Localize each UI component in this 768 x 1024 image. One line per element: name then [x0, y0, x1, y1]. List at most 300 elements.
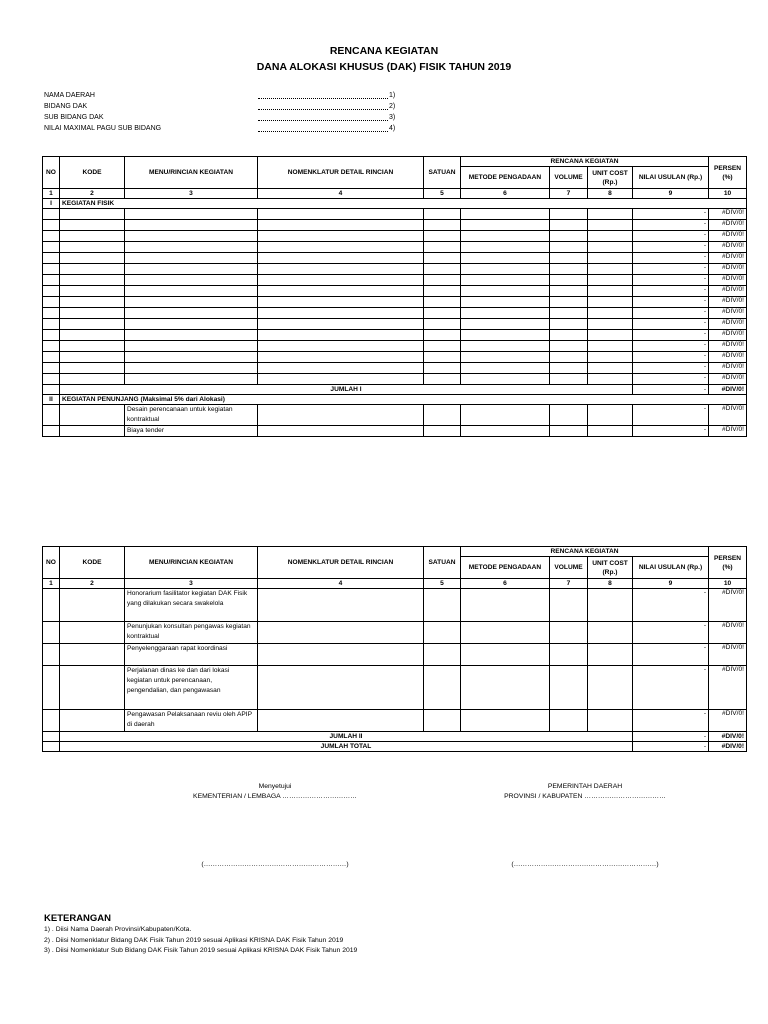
signature-left-title: Menyetujui	[258, 783, 292, 790]
header-satuan: SATUAN	[424, 547, 461, 579]
rincian-kegiatan: Penyelenggaraan rapat koordinasi	[125, 644, 258, 666]
rincian-kegiatan: Pengawasan Pelaksanaan reviu oleh APIP di daerah	[125, 710, 258, 732]
table-cell	[258, 275, 424, 286]
table-row	[43, 330, 747, 341]
table-cell	[461, 666, 550, 710]
section-no: I	[43, 199, 60, 209]
section-kegiatan-penunjang	[43, 395, 747, 405]
nilai-usulan: -	[633, 308, 709, 319]
table-cell	[258, 426, 424, 437]
header-field-nilai-pagu	[44, 123, 395, 134]
table-cell	[424, 710, 461, 732]
header-nomenklatur: NOMENKLATUR DETAIL RINCIAN	[258, 547, 424, 579]
keterangan-notes	[44, 912, 357, 957]
jumlah-ii-row	[43, 732, 747, 742]
table-cell	[43, 264, 60, 275]
table-cell	[550, 405, 588, 426]
table-cell	[60, 264, 125, 275]
table-cell	[550, 666, 588, 710]
fill-line	[258, 90, 388, 99]
nilai-usulan: -	[633, 352, 709, 363]
persen-value: #DIV/0!	[709, 209, 747, 220]
table-row	[43, 297, 747, 308]
header-rencana-kegiatan: RENCANA KEGIATAN	[461, 547, 709, 557]
table-cell	[258, 644, 424, 666]
jumlah-ii-row-label: JUMLAH II	[60, 732, 633, 742]
table-row	[43, 352, 747, 363]
table-cell	[43, 622, 60, 644]
signature-left-name: (………………………………………………………)	[201, 861, 349, 868]
table-cell	[258, 319, 424, 330]
fill-line	[258, 112, 388, 121]
column-number: 2	[60, 579, 125, 589]
nilai-usulan: -	[633, 275, 709, 286]
signature-right	[475, 782, 695, 870]
persen-value: #DIV/0!	[709, 319, 747, 330]
table-cell	[60, 253, 125, 264]
table-cell	[424, 286, 461, 297]
rincian-kegiatan: Perjalanan dinas ke dan dari lokasi kegiatan untuk perencanaan, pengendalian, dan pengawasan	[125, 666, 258, 710]
table-cell	[550, 308, 588, 319]
header-kode: KODE	[60, 547, 125, 579]
header-persen: PERSEN (%)	[709, 547, 747, 579]
signature-right-title: PEMERINTAH DAERAH	[547, 783, 623, 790]
table-cell	[588, 231, 633, 242]
table-cell	[125, 253, 258, 264]
table-cell	[60, 275, 125, 286]
table-cell	[125, 242, 258, 253]
table-cell	[258, 363, 424, 374]
note-item: 2) . Diisi Nomenklatur Bidang DAK Fisik Tahun 2019 sesuai Aplikasi KRISNA DAK Fisik Tahun 2019	[44, 936, 344, 944]
table-cell	[424, 330, 461, 341]
header-metode: METODE PENGADAAN	[461, 557, 550, 579]
table-row	[43, 589, 747, 622]
table-cell	[60, 286, 125, 297]
table-cell	[461, 231, 550, 242]
nilai-usulan: -	[633, 732, 709, 742]
nilai-usulan: -	[633, 710, 709, 732]
table-row	[43, 264, 747, 275]
column-number: 9	[633, 189, 709, 199]
table-cell	[461, 426, 550, 437]
table-cell	[60, 319, 125, 330]
table-row	[43, 426, 747, 437]
table-cell	[60, 710, 125, 732]
table-cell	[258, 231, 424, 242]
persen-value: #DIV/0!	[709, 385, 747, 395]
nilai-usulan: -	[633, 341, 709, 352]
table-cell	[258, 374, 424, 385]
header-nilai-usulan: NILAI USULAN (Rp.)	[633, 557, 709, 579]
table-cell	[424, 242, 461, 253]
table-cell	[550, 363, 588, 374]
persen-value: #DIV/0!	[709, 308, 747, 319]
table-cell	[60, 622, 125, 644]
table-row	[43, 374, 747, 385]
table-cell	[588, 622, 633, 644]
table-cell	[43, 589, 60, 622]
table-cell	[461, 319, 550, 330]
header-nomenklatur: NOMENKLATUR DETAIL RINCIAN	[258, 157, 424, 189]
header-volume: VOLUME	[550, 167, 588, 189]
field-label: NAMA DAERAH	[44, 92, 95, 99]
table-cell	[43, 220, 60, 231]
fill-line	[258, 123, 388, 132]
persen-value: #DIV/0!	[709, 330, 747, 341]
table-cell	[125, 286, 258, 297]
column-number: 5	[424, 579, 461, 589]
table-cell	[60, 220, 125, 231]
table-cell	[550, 253, 588, 264]
table-cell	[550, 710, 588, 732]
nilai-usulan: -	[633, 297, 709, 308]
jumlah-total-row-label: JUMLAH TOTAL	[60, 742, 633, 752]
persen-value: #DIV/0!	[709, 426, 747, 437]
persen-value: #DIV/0!	[709, 253, 747, 264]
persen-value: #DIV/0!	[709, 732, 747, 742]
table-cell	[588, 209, 633, 220]
column-number: 10	[709, 189, 747, 199]
table-cell	[424, 426, 461, 437]
persen-value: #DIV/0!	[709, 275, 747, 286]
table-cell	[60, 209, 125, 220]
table-cell	[43, 742, 60, 752]
field-num: 1)	[389, 92, 396, 99]
field-num: 3)	[389, 114, 396, 121]
persen-value: #DIV/0!	[709, 297, 747, 308]
table-cell	[60, 405, 125, 426]
table-cell	[125, 330, 258, 341]
table-cell	[424, 231, 461, 242]
table-cell	[588, 308, 633, 319]
persen-value: #DIV/0!	[709, 374, 747, 385]
nilai-usulan: -	[633, 374, 709, 385]
header-persen: PERSEN (%)	[709, 157, 747, 189]
column-number-row	[43, 189, 747, 199]
table-row	[43, 275, 747, 286]
nilai-usulan: -	[633, 622, 709, 644]
table-cell	[588, 264, 633, 275]
table-cell	[550, 209, 588, 220]
table-cell	[258, 253, 424, 264]
persen-value: #DIV/0!	[709, 264, 747, 275]
table-row	[43, 209, 747, 220]
rincian-kegiatan: Honorarium fasilitator kegiatan DAK Fisik yang dilakukan secara swakelola	[125, 589, 258, 622]
column-number: 7	[550, 189, 588, 199]
section-label: KEGIATAN FISIK	[60, 199, 747, 209]
persen-value: #DIV/0!	[709, 666, 747, 710]
table-cell	[588, 374, 633, 385]
column-number: 6	[461, 579, 550, 589]
persen-value: #DIV/0!	[709, 286, 747, 297]
table-cell	[43, 732, 60, 742]
header-field-bidang-dak	[44, 101, 395, 112]
nilai-usulan: -	[633, 363, 709, 374]
table-cell	[550, 264, 588, 275]
table-row	[43, 220, 747, 231]
header-fields	[44, 90, 395, 134]
field-label: NILAI MAXIMAL PAGU SUB BIDANG	[44, 125, 162, 132]
table-row	[43, 405, 747, 426]
nilai-usulan: -	[633, 220, 709, 231]
rincian-kegiatan: Biaya tender	[125, 426, 258, 437]
table-cell	[125, 341, 258, 352]
persen-value: #DIV/0!	[709, 742, 747, 752]
table-cell	[424, 589, 461, 622]
table-cell	[60, 231, 125, 242]
table-cell	[43, 275, 60, 286]
nilai-usulan: -	[633, 742, 709, 752]
nilai-usulan: -	[633, 666, 709, 710]
table-cell	[588, 710, 633, 732]
column-number: 9	[633, 579, 709, 589]
table-cell	[588, 352, 633, 363]
table-row	[43, 622, 747, 644]
table-cell	[461, 710, 550, 732]
note-item: 1) . Diisi Nama Daerah Provinsi/Kabupaten/Kota.	[44, 926, 192, 933]
table-cell	[550, 352, 588, 363]
header-rencana-kegiatan: RENCANA KEGIATAN	[461, 157, 709, 167]
nilai-usulan: -	[633, 209, 709, 220]
table-cell	[43, 253, 60, 264]
table-cell	[60, 374, 125, 385]
table-cell	[258, 242, 424, 253]
table-cell	[461, 209, 550, 220]
table-cell	[60, 644, 125, 666]
column-number: 3	[125, 189, 258, 199]
table-cell	[60, 589, 125, 622]
header-volume: VOLUME	[550, 557, 588, 579]
table-cell	[424, 352, 461, 363]
rencana-kegiatan-table-1	[42, 156, 747, 437]
document-subtitle: DANA ALOKASI KHUSUS (DAK) FISIK TAHUN 2019	[256, 61, 512, 73]
nilai-usulan: -	[633, 589, 709, 622]
table-cell	[125, 275, 258, 286]
table-row	[43, 644, 747, 666]
rincian-kegiatan: Desain perencanaan untuk kegiatan kontraktual	[125, 405, 258, 426]
header-field-nama-daerah	[44, 90, 395, 101]
column-number-row	[43, 579, 747, 589]
nilai-usulan: -	[633, 253, 709, 264]
table-cell	[424, 308, 461, 319]
table-cell	[125, 352, 258, 363]
table-cell	[43, 297, 60, 308]
nilai-usulan: -	[633, 319, 709, 330]
table-cell	[550, 286, 588, 297]
nilai-usulan: -	[633, 385, 709, 395]
table-cell	[550, 341, 588, 352]
table-cell	[258, 286, 424, 297]
persen-value: #DIV/0!	[709, 405, 747, 426]
table-cell	[588, 319, 633, 330]
column-number: 7	[550, 579, 588, 589]
column-number: 3	[125, 579, 258, 589]
signature-left	[165, 782, 385, 870]
table-cell	[424, 275, 461, 286]
table-cell	[424, 220, 461, 231]
table-cell	[43, 209, 60, 220]
header-unit-cost: UNIT COST (Rp.)	[588, 557, 633, 579]
table-cell	[60, 666, 125, 710]
table-cell	[424, 209, 461, 220]
table-cell	[461, 242, 550, 253]
field-num: 4)	[389, 125, 396, 132]
table-cell	[60, 341, 125, 352]
table-cell	[43, 330, 60, 341]
persen-value: #DIV/0!	[709, 352, 747, 363]
table-cell	[424, 622, 461, 644]
nilai-usulan: -	[633, 405, 709, 426]
header-nilai-usulan: NILAI USULAN (Rp.)	[633, 167, 709, 189]
table-cell	[43, 405, 60, 426]
table-row	[43, 242, 747, 253]
table-cell	[125, 363, 258, 374]
table-cell	[550, 242, 588, 253]
table-cell	[43, 385, 60, 395]
table-cell	[258, 710, 424, 732]
header-menu: MENU/RINCIAN KEGIATAN	[125, 157, 258, 189]
table-cell	[43, 374, 60, 385]
table-cell	[43, 352, 60, 363]
table-cell	[424, 253, 461, 264]
table-cell	[461, 286, 550, 297]
table-cell	[588, 363, 633, 374]
table-cell	[550, 319, 588, 330]
table-cell	[424, 666, 461, 710]
table-cell	[43, 242, 60, 253]
table-cell	[60, 426, 125, 437]
table-cell	[258, 308, 424, 319]
signature-left-org: KEMENTERIAN / LEMBAGA ……………………………	[193, 793, 357, 800]
table-row	[43, 253, 747, 264]
section-label: KEGIATAN PENUNJANG (Maksimal 5% dari Alokasi)	[60, 395, 747, 405]
persen-value: #DIV/0!	[709, 589, 747, 622]
section-no: II	[43, 395, 60, 405]
column-number: 5	[424, 189, 461, 199]
table-cell	[588, 253, 633, 264]
table-cell	[550, 220, 588, 231]
table-cell	[461, 374, 550, 385]
table-cell	[461, 297, 550, 308]
table-cell	[258, 297, 424, 308]
table-cell	[588, 589, 633, 622]
header-no: NO	[43, 157, 60, 189]
header-row	[43, 157, 747, 167]
table-cell	[461, 589, 550, 622]
persen-value: #DIV/0!	[709, 363, 747, 374]
table-cell	[60, 297, 125, 308]
table-cell	[424, 363, 461, 374]
table-cell	[550, 622, 588, 644]
field-label: BIDANG DAK	[44, 103, 88, 110]
table-cell	[461, 341, 550, 352]
table-cell	[125, 297, 258, 308]
header-unit-cost: UNIT COST (Rp.)	[588, 167, 633, 189]
table-cell	[60, 330, 125, 341]
table-cell	[125, 220, 258, 231]
column-number: 6	[461, 189, 550, 199]
table-cell	[588, 275, 633, 286]
header-metode: METODE PENGADAAN	[461, 167, 550, 189]
table-cell	[461, 308, 550, 319]
field-num: 2)	[389, 103, 396, 110]
jumlah-total-row	[43, 742, 747, 752]
persen-value: #DIV/0!	[709, 644, 747, 666]
table-cell	[125, 308, 258, 319]
nilai-usulan: -	[633, 330, 709, 341]
table-cell	[43, 666, 60, 710]
table-cell	[258, 589, 424, 622]
table-cell	[43, 231, 60, 242]
table-cell	[588, 286, 633, 297]
section-kegiatan-fisik	[43, 199, 747, 209]
nilai-usulan: -	[633, 231, 709, 242]
column-number: 8	[588, 189, 633, 199]
column-number: 2	[60, 189, 125, 199]
table-cell	[258, 405, 424, 426]
table-cell	[461, 622, 550, 644]
table-row	[43, 231, 747, 242]
table-cell	[424, 319, 461, 330]
persen-value: #DIV/0!	[709, 242, 747, 253]
persen-value: #DIV/0!	[709, 341, 747, 352]
persen-value: #DIV/0!	[709, 710, 747, 732]
header-no: NO	[43, 547, 60, 579]
table-cell	[461, 644, 550, 666]
table-cell	[258, 209, 424, 220]
table-cell	[588, 644, 633, 666]
table-cell	[424, 264, 461, 275]
column-number: 10	[709, 579, 747, 589]
table-cell	[461, 264, 550, 275]
table-cell	[588, 426, 633, 437]
table-row	[43, 666, 747, 710]
nilai-usulan: -	[633, 426, 709, 437]
rencana-kegiatan-table-2	[42, 546, 747, 752]
document-title: RENCANA KEGIATAN	[329, 45, 439, 57]
header-menu: MENU/RINCIAN KEGIATAN	[125, 547, 258, 579]
table-cell	[424, 297, 461, 308]
signature-right-name: (………………………………………………………)	[511, 861, 659, 868]
table-cell	[461, 352, 550, 363]
table-cell	[588, 330, 633, 341]
table-cell	[588, 220, 633, 231]
table-cell	[60, 308, 125, 319]
table-cell	[461, 405, 550, 426]
table-cell	[550, 644, 588, 666]
header-satuan: SATUAN	[424, 157, 461, 189]
table-cell	[550, 330, 588, 341]
table-cell	[43, 644, 60, 666]
table-cell	[258, 264, 424, 275]
table-cell	[461, 363, 550, 374]
nilai-usulan: -	[633, 644, 709, 666]
fill-line	[258, 101, 388, 110]
table-cell	[43, 426, 60, 437]
table-cell	[43, 341, 60, 352]
persen-value: #DIV/0!	[709, 622, 747, 644]
table-cell	[588, 242, 633, 253]
table-row	[43, 710, 747, 732]
table-cell	[424, 405, 461, 426]
table-cell	[125, 319, 258, 330]
nilai-usulan: -	[633, 264, 709, 275]
column-number: 1	[43, 189, 60, 199]
table-cell	[424, 341, 461, 352]
table-cell	[43, 363, 60, 374]
table-cell	[258, 666, 424, 710]
table-cell	[60, 242, 125, 253]
